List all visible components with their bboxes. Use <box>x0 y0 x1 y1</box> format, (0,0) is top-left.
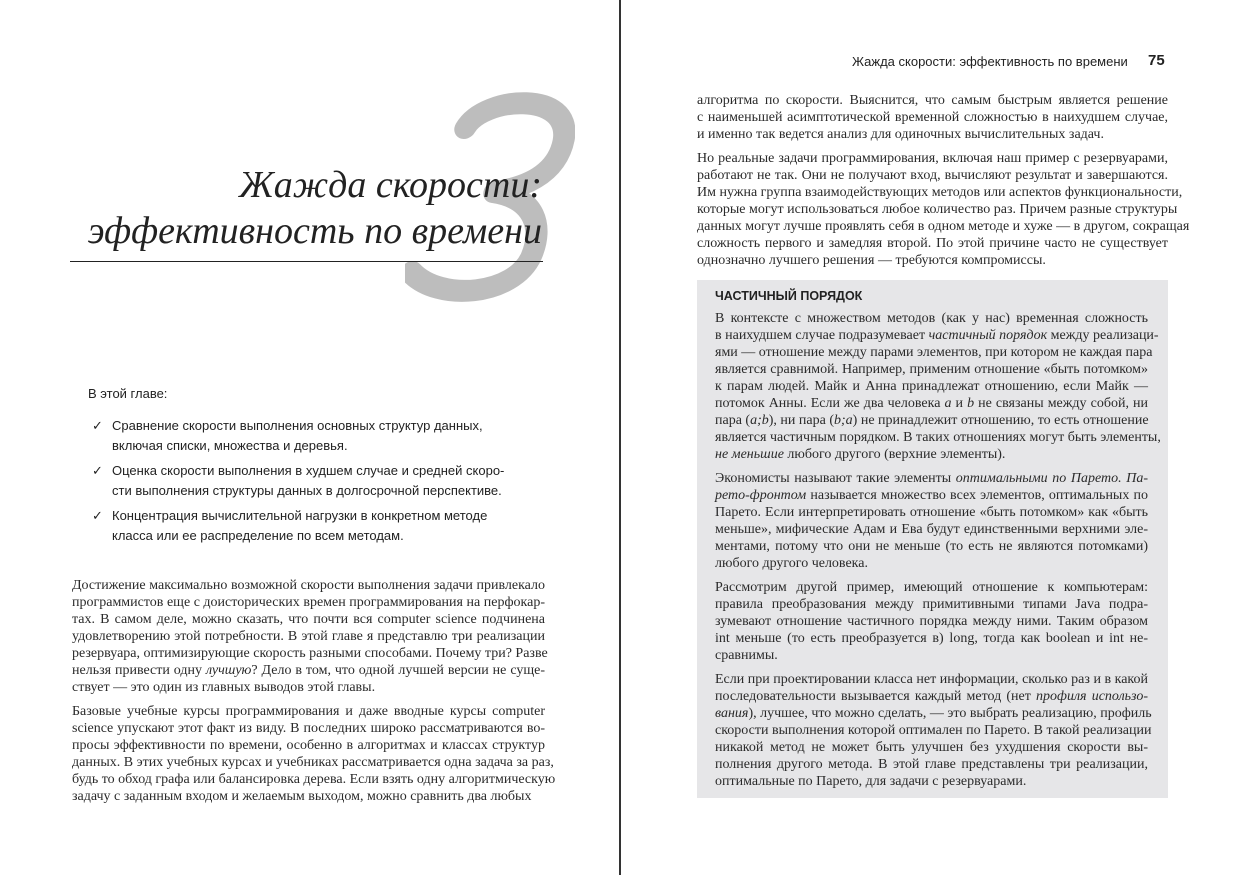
text-run: нельзя привести одну <box>72 663 206 678</box>
text-line: science упускают этот факт из виду. В последних широко рассматриваются во- <box>72 721 545 736</box>
text-run: ? Дело в том, что одной лучшей версии не суще- <box>251 663 545 678</box>
text-run: ), ни пара ( <box>768 413 834 428</box>
emphasis-text: оптимальными по Парето. Па- <box>955 471 1149 486</box>
paragraph <box>697 150 1190 269</box>
text-line: которые могут использоваться любое количество раз. Причем разные структуры <box>697 202 1178 217</box>
text-line: данных могут лучше проявлять себя в одном методе и хуже — в другом, сокращая <box>697 219 1190 234</box>
chapter-intro-label: В этой главе: <box>88 386 168 401</box>
text-line: оптимальные по Парето, для задачи с резервуарами. <box>715 774 1027 789</box>
text-line: скорости выполнения которой оптимален по Парето. В такой реализации <box>715 723 1152 738</box>
text-line <box>715 705 1152 722</box>
paragraph <box>72 703 556 805</box>
text-line: сравнимы. <box>715 648 778 663</box>
text-line <box>715 412 1148 429</box>
text-line <box>715 327 1159 344</box>
text-run: ), лучшее, что можно сделать, — это выбрать реализацию, профиль <box>748 706 1152 721</box>
text-line: Но реальные задачи программирования, включая наш пример с резервуарами, <box>697 151 1168 166</box>
text-line: ями — отношение между парами элементов, при котором не каждая пара <box>715 345 1153 360</box>
right-body-text <box>697 92 1190 276</box>
text-line: просы эффективности по времени, особенно в алгоритмах и классах структур <box>72 738 545 753</box>
paragraph <box>715 579 1148 664</box>
text-run: ) не принадлежит отношению, то есть отношение <box>852 413 1149 428</box>
emphasis-text: a <box>944 396 952 411</box>
text-line: правила преобразования между примитивными типами Java подра- <box>715 597 1148 612</box>
text-run: между реализаци- <box>1047 328 1159 343</box>
text-line: будь то обход графа или балансировка дерева. Если взять одну алгоритмическую <box>72 772 556 787</box>
goal-text: Концентрация вычислительной нагрузки в конкретном методе <box>112 508 488 523</box>
check-icon: ✓ <box>92 418 103 433</box>
text-line: является сравнимой. Например, применим отношение «быть потомком» <box>715 362 1148 377</box>
goal-text: класса или ее распределение по всем методам. <box>112 528 404 543</box>
emphasis-text: a;b <box>750 413 769 428</box>
text-line: и именно так ведется анализ для одиночных вычислительных задач. <box>697 127 1104 142</box>
text-run: последовательности вызывается каждый метод (нет <box>715 689 1037 704</box>
text-line <box>715 446 1148 463</box>
chapter-title <box>88 162 542 254</box>
text-line: работают не так. Они не получают вход, вычисляют результат и завершаются. <box>697 168 1168 183</box>
chapter-title-line: эффективность по времени <box>87 210 542 252</box>
text-run: потомок Анны. Если же два человека <box>715 396 945 411</box>
sidebar-heading: ЧАСТИЧНЫЙ ПОРЯДОК <box>715 289 863 303</box>
goal-item <box>92 506 532 546</box>
page-divider <box>619 0 621 875</box>
emphasis-text: не меньшие <box>715 447 784 462</box>
emphasis-text: b;a <box>834 413 853 428</box>
text-run: не связаны между собой, ни <box>974 396 1148 411</box>
text-line <box>715 395 1148 412</box>
emphasis-text: профиля использо- <box>1036 689 1148 704</box>
text-line: любого другого человека. <box>715 556 868 571</box>
goal-text: Сравнение скорости выполнения основных структур данных, <box>112 418 483 433</box>
text-line: ствует — это один из главных выводов этой главы. <box>72 680 376 695</box>
page-number: 75 <box>1148 52 1165 69</box>
check-icon: ✓ <box>92 508 103 523</box>
text-line <box>715 688 1148 705</box>
text-line: В контексте с множеством методов (как у нас) временная сложность <box>715 311 1148 326</box>
paragraph <box>697 92 1168 143</box>
text-run: в наихудшем случае подразумевает <box>715 328 929 343</box>
text-line <box>715 487 1148 504</box>
text-line: данных. В этих учебных курсах и учебниках рассматривается одна задача за раз, <box>72 755 554 770</box>
text-line: int меньше (то есть преобразуется в) long, тогда как boolean и int не- <box>715 631 1148 646</box>
text-line: однозначно лучшего решения — требуются компромиссы. <box>697 253 1046 268</box>
text-run: Экономисты называют такие элементы <box>715 471 956 486</box>
goal-item <box>92 416 532 456</box>
text-run: пара ( <box>715 413 751 428</box>
running-header: Жажда скорости: эффективность по времени <box>852 54 1128 69</box>
goal-text: включая списки, множества и деревья. <box>112 438 348 453</box>
goal-item <box>92 461 532 501</box>
text-line: ментами, потому что они не меньше (то есть не являются потомками) <box>715 539 1148 554</box>
text-line: никакой метод не может быть улучшен без ухудшения скорости вы- <box>715 740 1148 755</box>
paragraph <box>715 470 1148 572</box>
emphasis-text: рето-фронтом <box>715 488 807 503</box>
emphasis-text: вания <box>715 706 749 721</box>
goal-text: Оценка скорости выполнения в худшем случае и средней скоро- <box>112 463 505 478</box>
chapter-goals-list <box>92 416 532 551</box>
text-run: и <box>951 396 968 411</box>
text-line: Если при проектировании класса нет информации, сколько раз и в какой <box>715 672 1148 687</box>
text-line: Достижение максимально возможной скорости выполнения задачи привлекало <box>72 578 545 593</box>
goal-text: сти выполнения структуры данных в долгосрочной перспективе. <box>112 483 502 498</box>
text-line: тах. В самом деле, можно сказать, что почти вся computer science подчинена <box>72 612 545 627</box>
text-line <box>715 470 1148 487</box>
text-line: зумевают отношение частичного порядка между ними. Таким образом <box>715 614 1148 629</box>
text-line: полнения другого метода. В этой главе представлены три реализации, <box>715 757 1148 772</box>
text-line: резервуара, оптимизирующие скорость разными способами. Почему три? Разве <box>72 646 548 661</box>
paragraph <box>72 577 548 696</box>
text-line: с наименьшей асимптотической временной сложностью в наихудшем случае, <box>697 110 1168 125</box>
chapter-title-line: Жажда скорости: <box>238 164 542 206</box>
text-line: является частичным порядком. В таких отношениях могут быть элементы, <box>715 430 1161 445</box>
text-line: Рассмотрим другой пример, имеющий отношение к компьютерам: <box>715 580 1148 595</box>
text-line: удовлетворению этой потребности. В этой главе я представлю три реализации <box>72 629 545 644</box>
text-line: сложность первого и замедляя второй. По этой причине часто не существует <box>697 236 1168 251</box>
text-line: Базовые учебные курсы программирования и даже вводные курсы computer <box>72 704 545 719</box>
paragraph <box>715 671 1152 790</box>
text-line <box>72 662 545 679</box>
paragraph <box>715 310 1161 463</box>
text-run: любого другого (верхние элементы). <box>783 447 1006 462</box>
text-line: алгоритма по скорости. Выяснится, что самым быстрым является решение <box>697 93 1168 108</box>
sidebar-body-text <box>715 310 1161 797</box>
title-rule <box>70 261 543 262</box>
emphasis-text: b <box>967 396 975 411</box>
check-icon: ✓ <box>92 463 103 478</box>
text-line: задачу с заданным входом и желаемым выходом, можно сравнить два любых <box>72 789 532 804</box>
text-line: программистов еще с доисторических времен программирования на перфокар- <box>72 595 545 610</box>
left-body-text <box>72 577 556 812</box>
text-line: Им нужна группа взаимодействующих методов или аспектов функциональности, <box>697 185 1183 200</box>
text-line: меньше», мифические Адам и Ева будут единственными верхними эле- <box>715 522 1148 537</box>
emphasis-text: лучшую <box>205 663 252 678</box>
text-line: к парам людей. Майк и Анна принадлежат отношению, если Майк — <box>715 379 1148 394</box>
emphasis-text: частичный порядок <box>928 328 1048 343</box>
text-run: называется множество всех элементов, оптимальных по <box>806 488 1148 503</box>
text-line: Парето. Если интерпретировать отношение «быть потомком» как «быть <box>715 505 1148 520</box>
